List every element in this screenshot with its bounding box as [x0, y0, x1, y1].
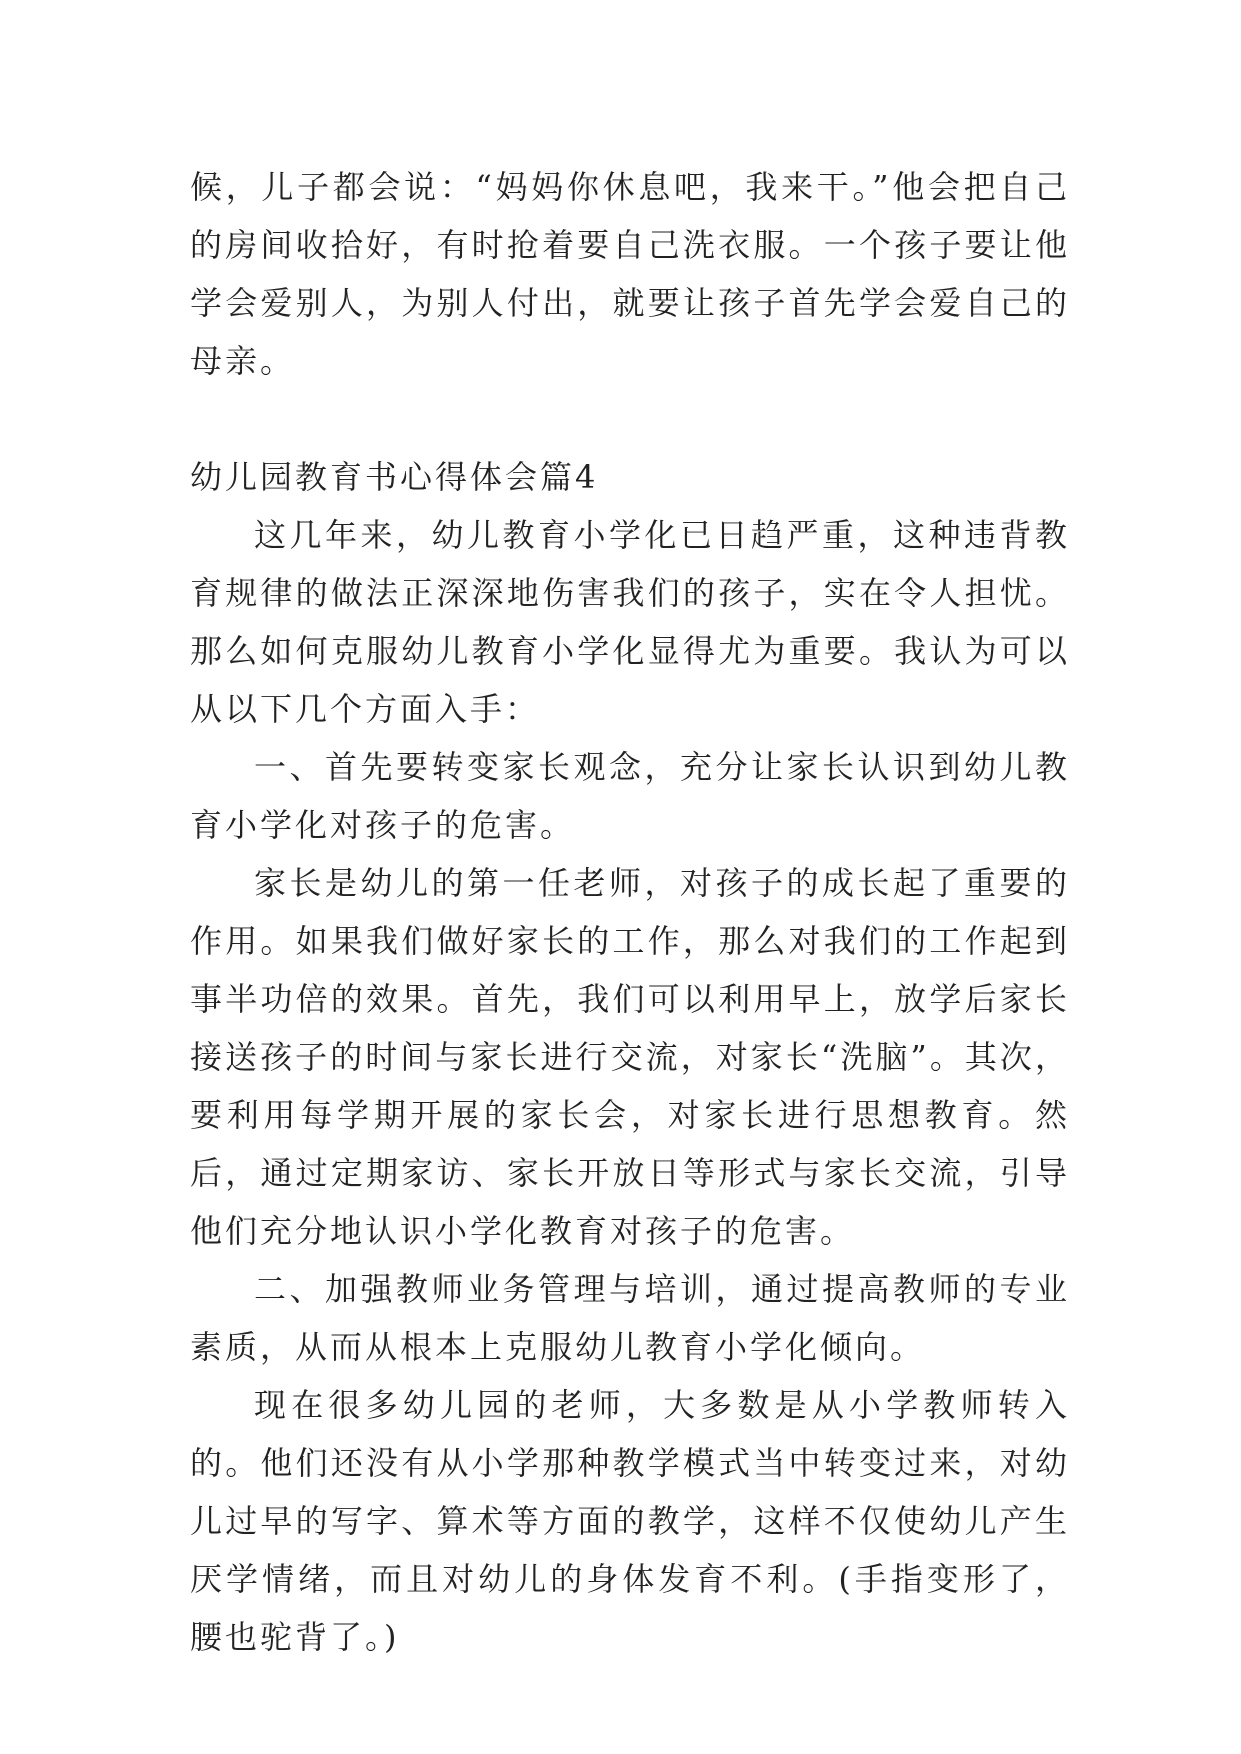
- paragraph-teachers: 现在很多幼儿园的老师，大多数是从小学教师转入的。他们还没有从小学那种教学模式当中转变过来，对幼儿过早的写字、算术等方面的教学，这样不仅使幼儿产生厌学情绪，而且对幼儿的身体发育不利。(手指变形了，腰也驼背了。): [190, 1386, 1070, 1656]
- paragraph-point-two: 二、加强教师业务管理与培训，通过提高教师的专业素质，从而从根本上克服幼儿教育小学化倾向。: [190, 1270, 1070, 1366]
- continued-paragraph: 候，儿子都会说：“妈妈你休息吧，我来干。”他会把自己的房间收拾好，有时抢着要自己洗衣服。一个孩子要让他学会爱别人，为别人付出，就要让孩子首先学会爱自己的母亲。: [190, 168, 1070, 380]
- paragraph-point-one: 一、首先要转变家长观念，充分让家长认识到幼儿教育小学化对孩子的危害。: [190, 748, 1070, 844]
- section-heading: 幼儿园教育书心得体会篇4: [190, 458, 599, 496]
- paragraph-intro: 这几年来，幼儿教育小学化已日趋严重，这种违背教育规律的做法正深深地伤害我们的孩子，实在令人担忧。那么如何克服幼儿教育小学化显得尤为重要。我认为可以从以下几个方面入手：: [190, 516, 1070, 728]
- document-body: [190, 158, 1070, 1666]
- paragraph-parents: 家长是幼儿的第一任老师，对孩子的成长起了重要的作用。如果我们做好家长的工作，那么对我们的工作起到事半功倍的效果。首先，我们可以利用早上，放学后家长接送孩子的时间与家长进行交流，对家长“洗脑”。其次，要利用每学期开展的家长会，对家长进行思想教育。然后，通过定期家访、家长开放日等形式与家长交流，引导他们充分地认识小学化教育对孩子的危害。: [190, 864, 1070, 1250]
